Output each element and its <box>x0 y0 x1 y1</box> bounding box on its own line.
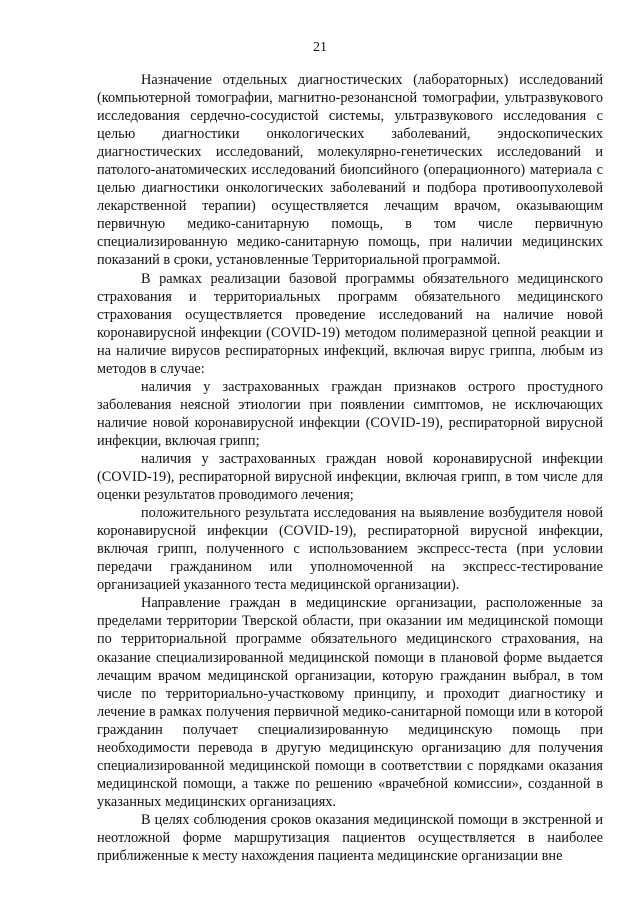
paragraph-diagnostic-tests: Назначение отдельных диагностических (лабораторных) исследований (компьютерной томографии, магнитно-резонансной томографии, ультразвукового исследования сердечно-сосудистой системы, ультразвукового исследования с целью диагностики онкологических заболеваний, эндоскопических диагностических исследований, молекулярно-генетических исследований и патолого-анатомических исследований биопсийного (операционного) материала с целью диагностики онкологических заболеваний и подбора противоопухолевой лекарственной терапии) осуществляется лечащим врачом, оказывающим первичную медико-санитарную помощь, в том числе первичную специализированную медико-санитарную помощь, при наличии медицинских показаний в сроки, установленные Территориальной программой. <box>97 72 603 269</box>
paragraph-routing: В целях соблюдения сроков оказания медицинской помощи в экстренной и неотложной форме маршрутизация пациентов осуществляется в наиболее приближенные к месту нахождения пациента медицинские организации вне <box>97 811 603 865</box>
document-body <box>97 71 603 865</box>
paragraph-covid-testing: В рамках реализации базовой программы обязательного медицинского страхования и территориальных программ обязательного медицинского страхования осуществляется проведение исследований на наличие новой коронавирусной инфекции (COVID-19) методом полимеразной цепной реакции и на наличие вирусов респираторных инфекций, включая вирус гриппа, любым из методов в случае: <box>97 270 603 377</box>
paragraph-case-infection: наличия у застрахованных граждан новой коронавирусной инфекции (COVID-19), респираторной вирусной инфекции, включая грипп, в том числе для оценки результатов проводимого лечения; <box>97 450 603 504</box>
paragraph-case-express-test: положительного результата исследования на выявление возбудителя новой коронавирусной инфекции (COVID-19), респираторной вирусной инфекции, включая грипп, полученного с использованием экспресс-теста (при условии передачи гражданином или уполномоченной на экспресс-тестирование организацией указанного теста медицинской организации). <box>97 505 603 594</box>
paragraph-referral: Направление граждан в медицинские организации, расположенные за пределами территории Тверской области, при оказании им медицинской помощи по территориальной программе обязательного медицинского страхования, на оказание специализированной медицинской помощи в плановой форме выдается лечащим врачом медицинской организации, которую гражданин выбрал, в том числе по территориально-участковому принципу, и проходит диагностику и лечение в рамках получения первичной медико-санитарной помощи или в которой гражданин получает специализированную медицинскую помощь при необходимости перевода в другую медицинскую организацию для получения специализированной медицинской помощи в соответствии с порядками оказания медицинской помощи, а также по решению «врачебной комиссии», созданной в указанных медицинских организациях. <box>97 595 603 810</box>
paragraph-case-symptoms: наличия у застрахованных граждан признаков острого простудного заболевания неясной этиологии при появлении симптомов, не исключающих наличие новой коронавирусной инфекции (COVID-19), респираторной вирусной инфекции, включая грипп; <box>97 378 603 449</box>
page-number: 21 <box>313 40 327 55</box>
